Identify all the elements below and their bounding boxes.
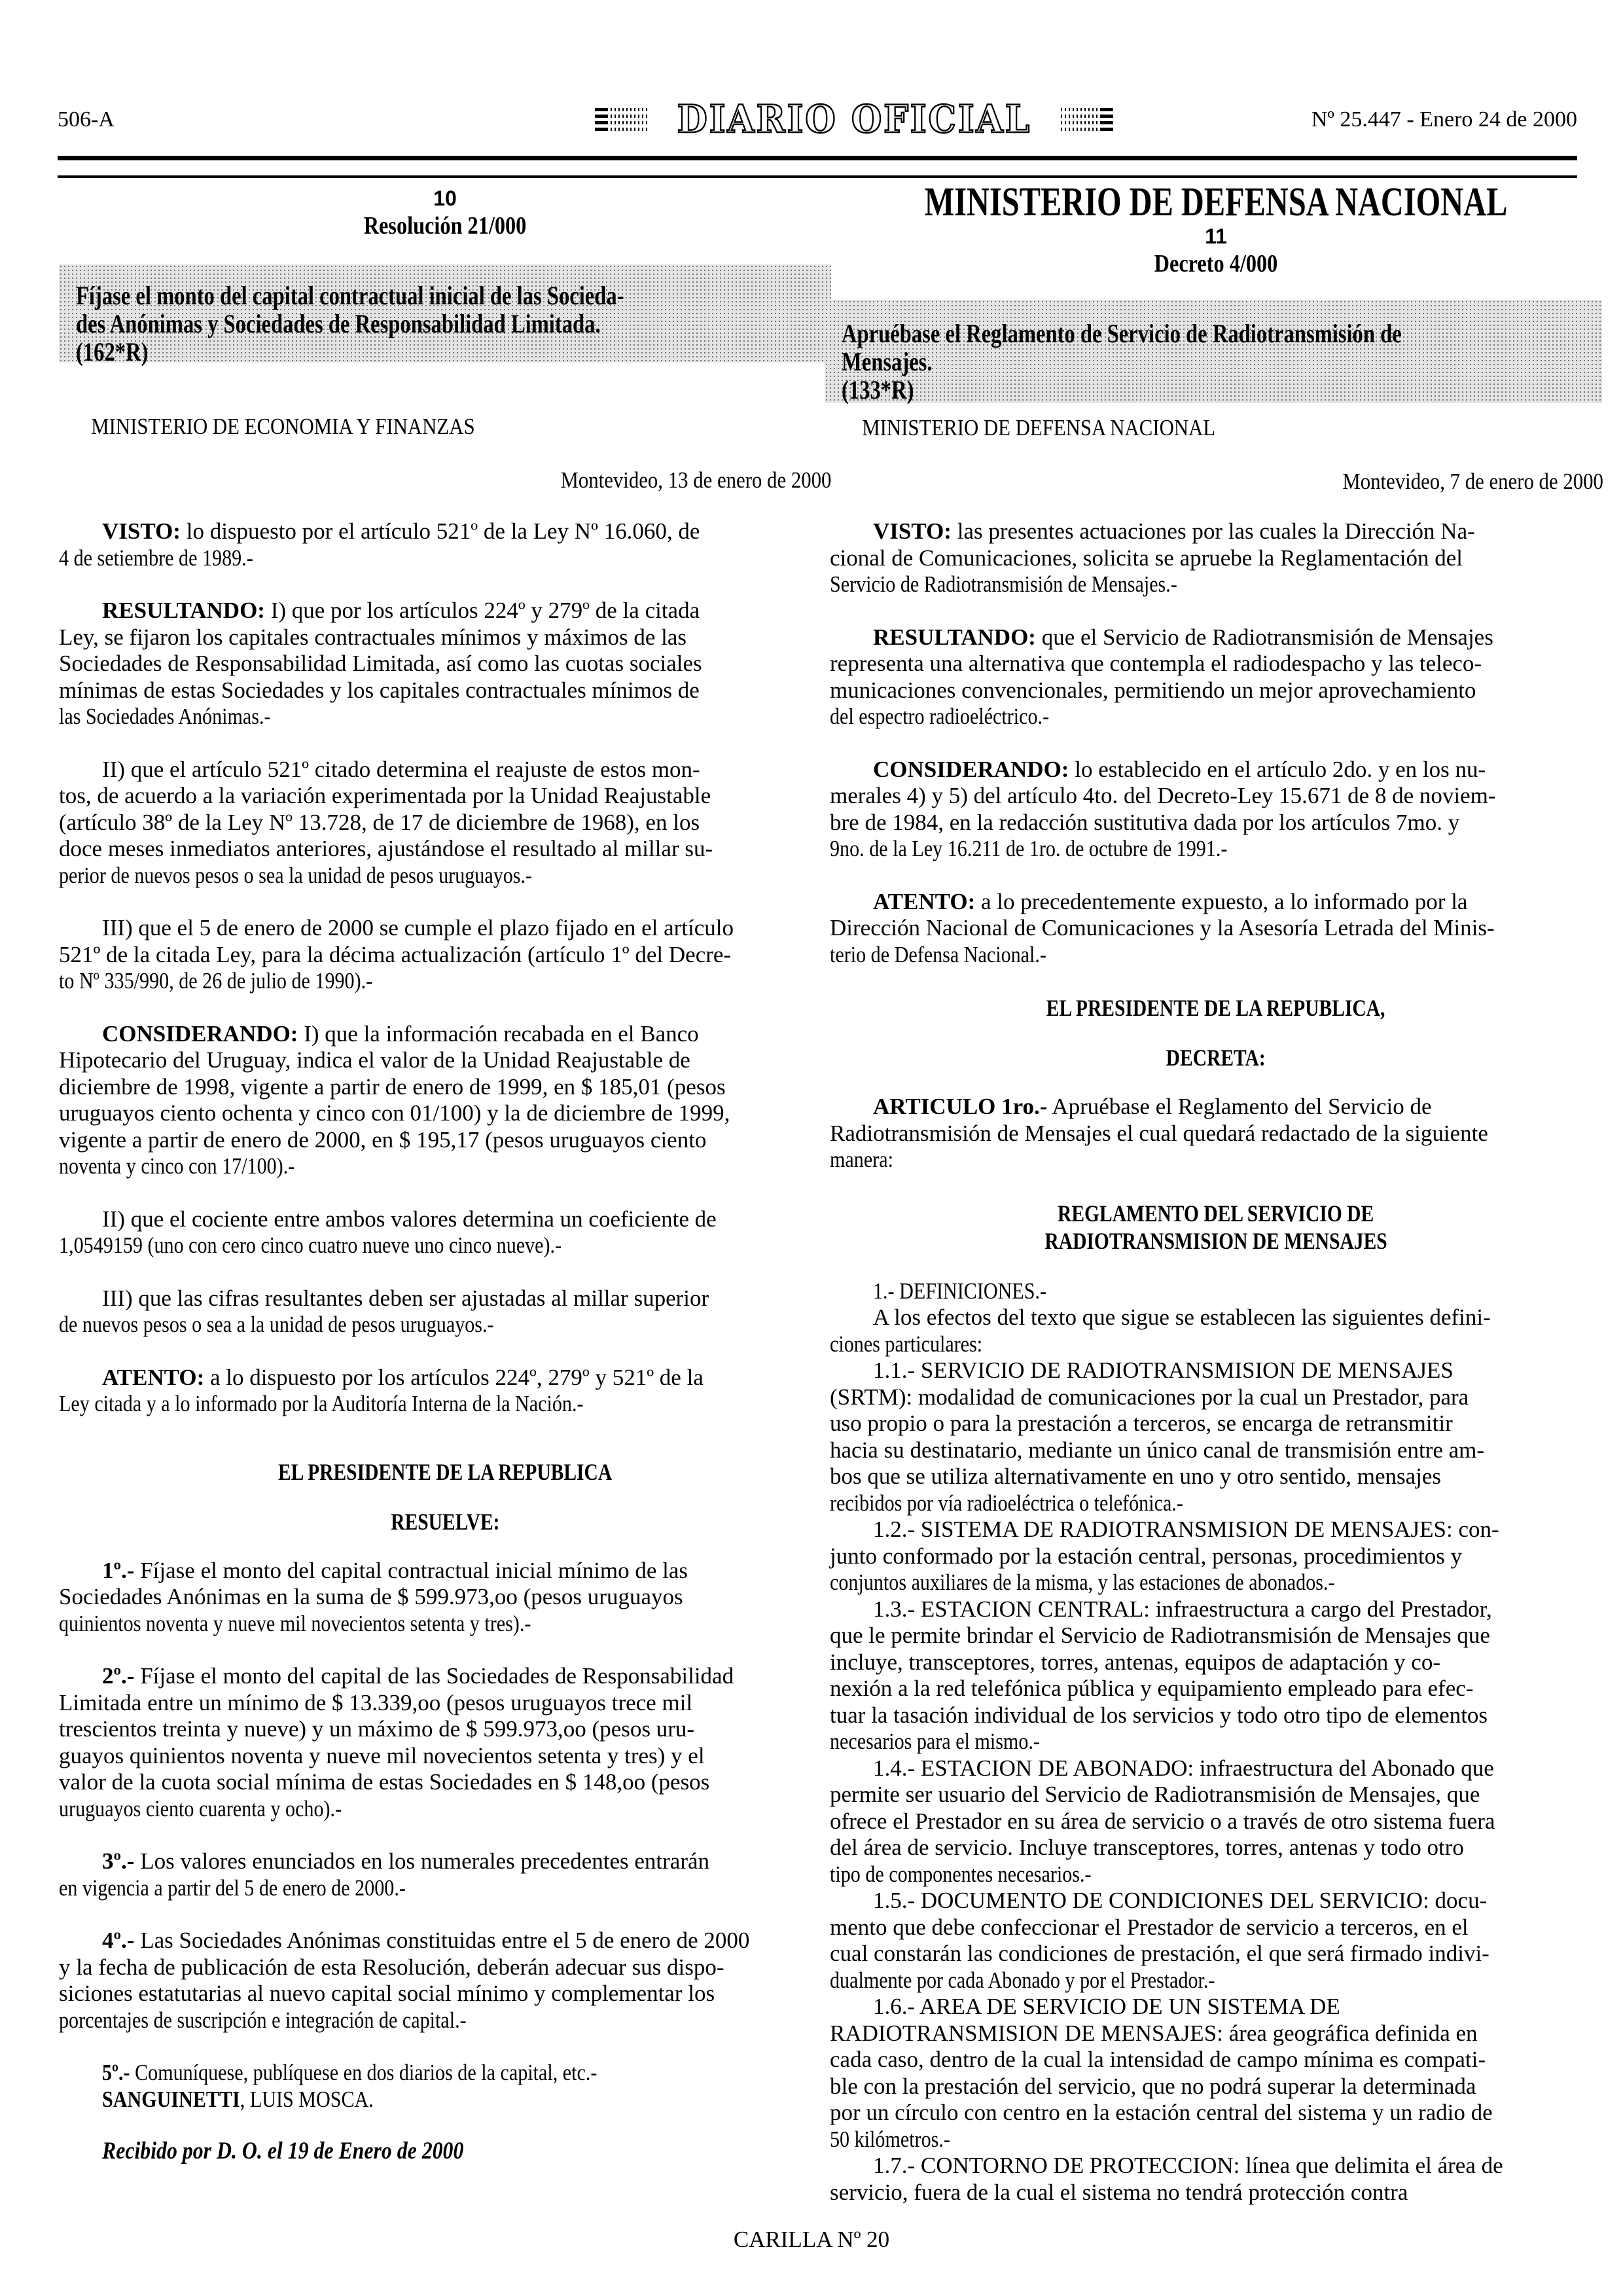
item-number: 10 xyxy=(433,187,457,210)
text-line: Servicio de Radiotransmisión de Mensajes.- xyxy=(830,571,1177,597)
paragraph xyxy=(59,1663,831,1822)
text-line: 2º.- Fíjase el monto del capital de las Sociedades de Responsabilidad xyxy=(102,1663,734,1689)
text-line: dualmente por cada Abonado y por el Prestador.- xyxy=(830,1967,1215,1993)
resolves-heading: RESUELVE: xyxy=(390,1508,500,1535)
masthead xyxy=(576,98,1132,140)
text-line: 1.7.- CONTORNO DE PROTECCION: línea que delimita el área de xyxy=(873,2153,1503,2178)
text-line: permite ser usuario del Servicio de Radiotransmisión de Mensajes, que xyxy=(830,1782,1480,1807)
text-line: representa una alternativa que contempla el radiodespacho y las teleco- xyxy=(830,651,1482,676)
decree-title: Decreto 4/000 xyxy=(1154,250,1278,278)
masthead-title: DIARIO OFICIAL xyxy=(677,97,1031,141)
ministry-name: MINISTERIO DE ECONOMIA Y FINANZAS xyxy=(91,414,475,439)
text-line: bre de 1984, en la redacción sustitutiva dada por los artículos 7mo. y xyxy=(830,809,1460,835)
text-line: recibidos por vía radioeléctrica o telefónica.- xyxy=(830,1490,1183,1516)
text-line: del espectro radioeléctrico.- xyxy=(830,704,1050,729)
text-line: tos, de acuerdo a la variación experimentada por la Unidad Reajustable xyxy=(59,783,711,808)
text-line: RESULTANDO: que el Servicio de Radiotransmisión de Mensajes xyxy=(873,624,1493,650)
paragraph xyxy=(59,915,831,995)
articles xyxy=(59,1558,831,2087)
lead-label: ARTICULO 1ro.- xyxy=(873,1094,1048,1119)
paragraph xyxy=(59,2060,831,2087)
definition xyxy=(830,1357,1602,1516)
text-line: servicio, fuera de la cual el sistema no tendrá protección contra xyxy=(830,2179,1408,2205)
definition xyxy=(830,1516,1602,1596)
definition xyxy=(830,1596,1602,1755)
text-line: doce meses inmediatos anteriores, ajustándose el resultado al millar su- xyxy=(59,836,713,861)
paragraph xyxy=(59,1285,831,1338)
lead-label: RESULTANDO: xyxy=(102,598,265,623)
text-line: junto conformado por la estación central, personas, procedimientos y xyxy=(830,1543,1463,1569)
text-line: en vigencia a partir del 5 de enero de 2000.- xyxy=(59,1874,406,1901)
lead-label: RESULTANDO: xyxy=(873,624,1036,650)
text-line: (SRTM): modalidad de comunicaciones por la cual un Prestador, para xyxy=(830,1384,1469,1410)
text-line: 1.5.- DOCUMENTO DE CONDICIONES DEL SERVICIO: docu- xyxy=(873,1888,1488,1913)
text-line: manera: xyxy=(830,1147,893,1172)
considerations xyxy=(59,518,831,1418)
paragraph xyxy=(59,1848,831,1901)
summary-box xyxy=(825,300,1602,403)
text-line: por un círculo con centro en la estación central del sistema y un radio de xyxy=(830,2100,1493,2125)
text-line: 1.2.- SISTEMA DE RADIOTRANSMISION DE MENSAJES: con- xyxy=(873,1516,1499,1542)
item-number: 11 xyxy=(1205,224,1227,248)
text-line: noventa y cinco con 17/100).- xyxy=(59,1153,295,1179)
text-line: de nuevos pesos o sea a la unidad de pesos uruguayos.- xyxy=(59,1312,494,1337)
text-line: trescientos treinta y nueve) y un máximo de $ 599.973,oo (pesos uru- xyxy=(59,1716,695,1742)
text-line: y la fecha de publicación de esta Resolución, deberán adecuar sus dispo- xyxy=(59,1954,724,1980)
text-line: 1.3.- ESTACION CENTRAL: infraestructura a cargo del Prestador, xyxy=(873,1596,1492,1622)
lead-label: VISTO: xyxy=(102,518,181,544)
left-column xyxy=(59,183,831,2165)
text-line: Dirección Nacional de Comunicaciones y la Asesoría Letrada del Minis- xyxy=(830,915,1495,941)
paragraph xyxy=(59,1558,831,1638)
ministry-heading: MINISTERIO DE DEFENSA NACIONAL xyxy=(924,180,1508,224)
lead-label: 3º.- xyxy=(102,1848,135,1874)
text-line: cional de Comunicaciones, solicita se apruebe la Reglamentación del xyxy=(830,545,1463,571)
considerations xyxy=(830,518,1602,968)
text-line: ciones particulares: xyxy=(830,1331,983,1357)
text-line: ATENTO: a lo dispuesto por los artículos 224º, 279º y 521º de la xyxy=(102,1364,704,1390)
text-line: tipo de componentes necesarios.- xyxy=(830,1861,1092,1887)
page-number: 506-A xyxy=(58,107,115,132)
paragraph xyxy=(830,624,1602,730)
summary-line: Fíjase el monto del capital contractual inicial de las Socieda- xyxy=(76,281,624,310)
header-rule-thick xyxy=(58,156,1577,160)
text-line: CONSIDERANDO: lo establecido en el artículo 2do. y en los nu- xyxy=(873,756,1486,782)
masthead-ornament-left-icon xyxy=(595,108,647,131)
text-line: (artículo 38º de la Ley Nº 13.728, de 17 de diciembre de 1968), en los xyxy=(59,809,700,835)
text-line: hacia su destinatario, mediante un único canal de transmisión entre am- xyxy=(830,1437,1485,1463)
masthead-ornament-right-icon xyxy=(1061,108,1113,131)
text-line: 1º.- Fíjase el monto del capital contractual inicial mínimo de las xyxy=(102,1557,688,1583)
text-line: mínimas de estas Sociedades y los capitales contractuales mínimos de xyxy=(59,677,700,703)
definition xyxy=(830,2153,1602,2206)
text-line: II) que el cociente entre ambos valores determina un coeficiente de xyxy=(102,1206,717,1232)
text-line: 3º.- Los valores enunciados en los numerales precedentes entrarán xyxy=(102,1848,710,1874)
text-line: 1.6.- AREA DE SERVICIO DE UN SISTEMA DE xyxy=(873,1994,1340,2019)
text-line: Hipotecario del Uruguay, indica el valor de la Unidad Reajustable de xyxy=(59,1047,690,1073)
text-line: uruguayos ciento cuarenta y ocho).- xyxy=(59,1795,342,1821)
paragraph xyxy=(830,1094,1602,1174)
definition xyxy=(830,1888,1602,1994)
definition xyxy=(830,1755,1602,1888)
text-line: RESULTANDO: I) que por los artículos 224º y 279º de la citada xyxy=(102,598,700,623)
text-line: 1,0549159 (uno con cero cinco cuatro nueve uno cinco nueve).- xyxy=(59,1232,562,1258)
lead-label: ATENTO: xyxy=(102,1364,205,1390)
text-line: guayos quinientos noventa y nueve mil novecientos setenta y tres) y el xyxy=(59,1742,705,1768)
lead-label: 5º.- xyxy=(102,2060,130,2085)
text-line: 1.4.- ESTACION DE ABONADO: infraestructura del Abonado que xyxy=(873,1755,1494,1781)
text-line: siciones estatutarias al nuevo capital social mínimo y complementar los xyxy=(59,1981,715,2006)
text-line: ofrece el Prestador en su área de servicio o a través de otro sistema fuera xyxy=(830,1808,1495,1834)
text-line: A los efectos del texto que sigue se establecen las siguientes defini- xyxy=(873,1304,1491,1330)
lead-label: 2º.- xyxy=(102,1663,135,1689)
text-line: Sociedades de Responsabilidad Limitada, así como las cuotas sociales xyxy=(59,651,702,676)
dateline: Montevideo, 7 de enero de 2000 xyxy=(1342,469,1603,494)
text-line: 1.- DEFINICIONES.- xyxy=(873,1278,1047,1304)
decrees-heading: DECRETA: xyxy=(1166,1045,1266,1071)
text-line: incluye, transceptores, torres, antenas, equipos de adaptación y co- xyxy=(830,1649,1440,1675)
paragraph xyxy=(59,1928,831,2034)
lead-label: ATENTO: xyxy=(873,888,976,914)
paragraph xyxy=(830,518,1602,598)
text-line: perior de nuevos pesos o sea la unidad de pesos uruguayos.- xyxy=(59,862,533,888)
text-line: Limitada entre un mínimo de $ 13.339,oo (pesos uruguayos trece mil xyxy=(59,1689,693,1715)
definition xyxy=(830,1304,1602,1357)
regulation-title: REGLAMENTO DEL SERVICIO DE RADIOTRANSMISION DE MENSAJES xyxy=(1044,1200,1387,1254)
text-line: II) que el artículo 521º citado determina el reajuste de estos mon- xyxy=(102,756,700,782)
summary-line: Mensajes. xyxy=(842,347,933,376)
summary-line: (133*R) xyxy=(842,375,914,404)
text-line: terio de Defensa Nacional.- xyxy=(830,941,1046,967)
text-line: uso propio o para la prestación a terceros, se encarga de retransmitir xyxy=(830,1410,1453,1436)
text-line: 1.1.- SERVICIO DE RADIOTRANSMISION DE MENSAJES xyxy=(873,1357,1454,1383)
page-footer: CARILLA Nº 20 xyxy=(733,2227,890,2252)
text-line: VISTO: las presentes actuaciones por las cuales la Dirección Na- xyxy=(873,518,1475,544)
text-line: las Sociedades Anónimas.- xyxy=(59,704,271,729)
text-line: Ley citada y a lo informado por la Auditoría Interna de la Nación.- xyxy=(59,1391,584,1416)
text-line: ble con la prestación del servicio, que no podrá superar la determinada xyxy=(830,2073,1476,2099)
text-line: del área de servicio. Incluye transceptores, torres, antenas y todo otro xyxy=(830,1835,1464,1860)
text-line: merales 4) y 5) del artículo 4to. del Decreto-Ley 15.671 de 8 de noviem- xyxy=(830,783,1496,808)
dateline: Montevideo, 13 de enero de 2000 xyxy=(560,467,831,493)
paragraph xyxy=(59,1206,831,1259)
summary-line: des Anónimas y Sociedades de Responsabilidad Limitada. xyxy=(76,309,601,338)
paragraph xyxy=(59,757,831,889)
definition xyxy=(830,1278,1602,1305)
text-line: RADIOTRANSMISION DE MENSAJES: área geográfica definida en xyxy=(830,2020,1478,2046)
lead-label: CONSIDERANDO: xyxy=(873,756,1069,782)
definitions xyxy=(830,1278,1602,2206)
text-line: 9no. de la Ley 16.211 de 1ro. de octubre de 1991.- xyxy=(830,836,1228,861)
summary-line: (162*R) xyxy=(76,337,149,367)
text-line: quinientos noventa y nueve mil novecientos setenta y tres).- xyxy=(59,1610,531,1636)
text-line: conjuntos auxiliares de la misma, y las estaciones de abonados.- xyxy=(830,1570,1335,1595)
text-line: Radiotransmisión de Mensajes el cual quedará redactado de la siguiente xyxy=(830,1120,1488,1146)
text-line: III) que el 5 de enero de 2000 se cumple el plazo fijado en el artículo xyxy=(102,915,734,941)
paragraph xyxy=(59,1365,831,1418)
text-line: ATENTO: a lo precedentemente expuesto, a lo informado por la xyxy=(873,888,1468,914)
text-line: 521º de la citada Ley, para la décima actualización (artículo 1º del Decre- xyxy=(59,941,732,967)
text-line: 5º.- Comuníquese, publíquese en dos diarios de la capital, etc.- xyxy=(102,2060,597,2085)
text-line: CONSIDERANDO: I) que la información recabada en el Banco xyxy=(102,1020,699,1047)
text-line: III) que las cifras resultantes deben ser ajustadas al millar superior xyxy=(102,1285,709,1311)
lead-label: 4º.- xyxy=(102,1928,135,1953)
summary-box xyxy=(59,264,831,367)
text-line: bos que se utiliza alternativamente en uno y otro sentido, mensajes xyxy=(830,1463,1442,1489)
text-line: Ley, se fijaron los capitales contractuales mínimos y máximos de las xyxy=(59,624,687,650)
paragraph xyxy=(59,598,831,730)
page-header xyxy=(52,97,1577,141)
definition xyxy=(830,1994,1602,2153)
text-line: valor de la cuota social mínima de estas Sociedades en $ 148,oo (pesos xyxy=(59,1769,710,1795)
right-column xyxy=(830,180,1603,2206)
paragraph xyxy=(59,1021,831,1180)
paragraph xyxy=(830,757,1602,863)
text-line: VISTO: lo dispuesto por el artículo 521º de la Ley Nº 16.060, de xyxy=(102,518,700,544)
text-line: cual constarán las condiciones de prestación, el que será firmado indivi- xyxy=(830,1941,1489,1966)
text-line: 50 kilómetros.- xyxy=(830,2126,950,2152)
text-line: vigente a partir de enero de 2000, en $ 195,17 (pesos uruguayos ciento xyxy=(59,1126,707,1153)
text-line: diciembre de 1998, vigente a partir de enero de 1999, en $ 185,01 (pesos xyxy=(59,1073,726,1100)
text-line: 4 de setiembre de 1989.- xyxy=(59,545,253,571)
lead-label: CONSIDERANDO: xyxy=(102,1020,298,1047)
president-heading: EL PRESIDENTE DE LA REPUBLICA, xyxy=(1046,995,1385,1021)
text-line: 4º.- Las Sociedades Anónimas constituidas entre el 5 de enero de 2000 xyxy=(102,1928,750,1953)
lead-label: 1º.- xyxy=(102,1557,135,1583)
received-note: Recibido por D. O. el 19 de Enero de 2000 xyxy=(102,2138,464,2164)
text-line: que le permite brindar el Servicio de Radiotransmisión de Mensajes que xyxy=(830,1623,1490,1648)
text-line: porcentajes de suscripción e integración de capital.- xyxy=(59,2007,467,2033)
header-rule-thin xyxy=(58,175,1577,178)
president-heading: EL PRESIDENTE DE LA REPUBLICA xyxy=(277,1458,613,1485)
text-line: to Nº 335/990, de 26 de julio de 1990).- xyxy=(59,968,373,994)
article-1 xyxy=(830,1094,1602,1174)
lead-label: VISTO: xyxy=(873,518,952,544)
text-line: nexión a la red telefónica pública y equipamiento empleado para efec- xyxy=(830,1676,1474,1701)
text-line: tuar la tasación individual de los servicios y todo otro tipo de elementos xyxy=(830,1702,1488,1728)
text-line: ARTICULO 1ro.- Apruébase el Reglamento del Servicio de xyxy=(873,1094,1432,1119)
text-line: uruguayos ciento ochenta y cinco con 01/100) y la de diciembre de 1999, xyxy=(59,1100,730,1126)
text-line: Sociedades Anónimas en la suma de $ 599.973,oo (pesos uruguayos xyxy=(59,1584,683,1609)
text-line: mento que debe confeccionar el Prestador de servicio a terceros, en el xyxy=(830,1914,1469,1940)
text-line: cada caso, dentro de la cual la intensidad de campo mínima es compati- xyxy=(830,2047,1486,2072)
paragraph xyxy=(830,889,1602,969)
paragraph xyxy=(59,518,831,571)
signature: SANGUINETTI, LUIS MOSCA. xyxy=(102,2086,374,2112)
ministry-name: MINISTERIO DE DEFENSA NACIONAL xyxy=(862,415,1216,440)
text-line: municaciones convencionales, permitiendo un mejor aprovechamiento xyxy=(830,677,1476,703)
issue-info: Nº 25.447 - Enero 24 de 2000 xyxy=(1311,107,1577,132)
resolution-title: Resolución 21/000 xyxy=(363,212,527,240)
text-line: necesarios para el mismo.- xyxy=(830,1729,1040,1754)
summary-line: Apruébase el Reglamento de Servicio de Radiotransmisión de xyxy=(842,319,1402,348)
